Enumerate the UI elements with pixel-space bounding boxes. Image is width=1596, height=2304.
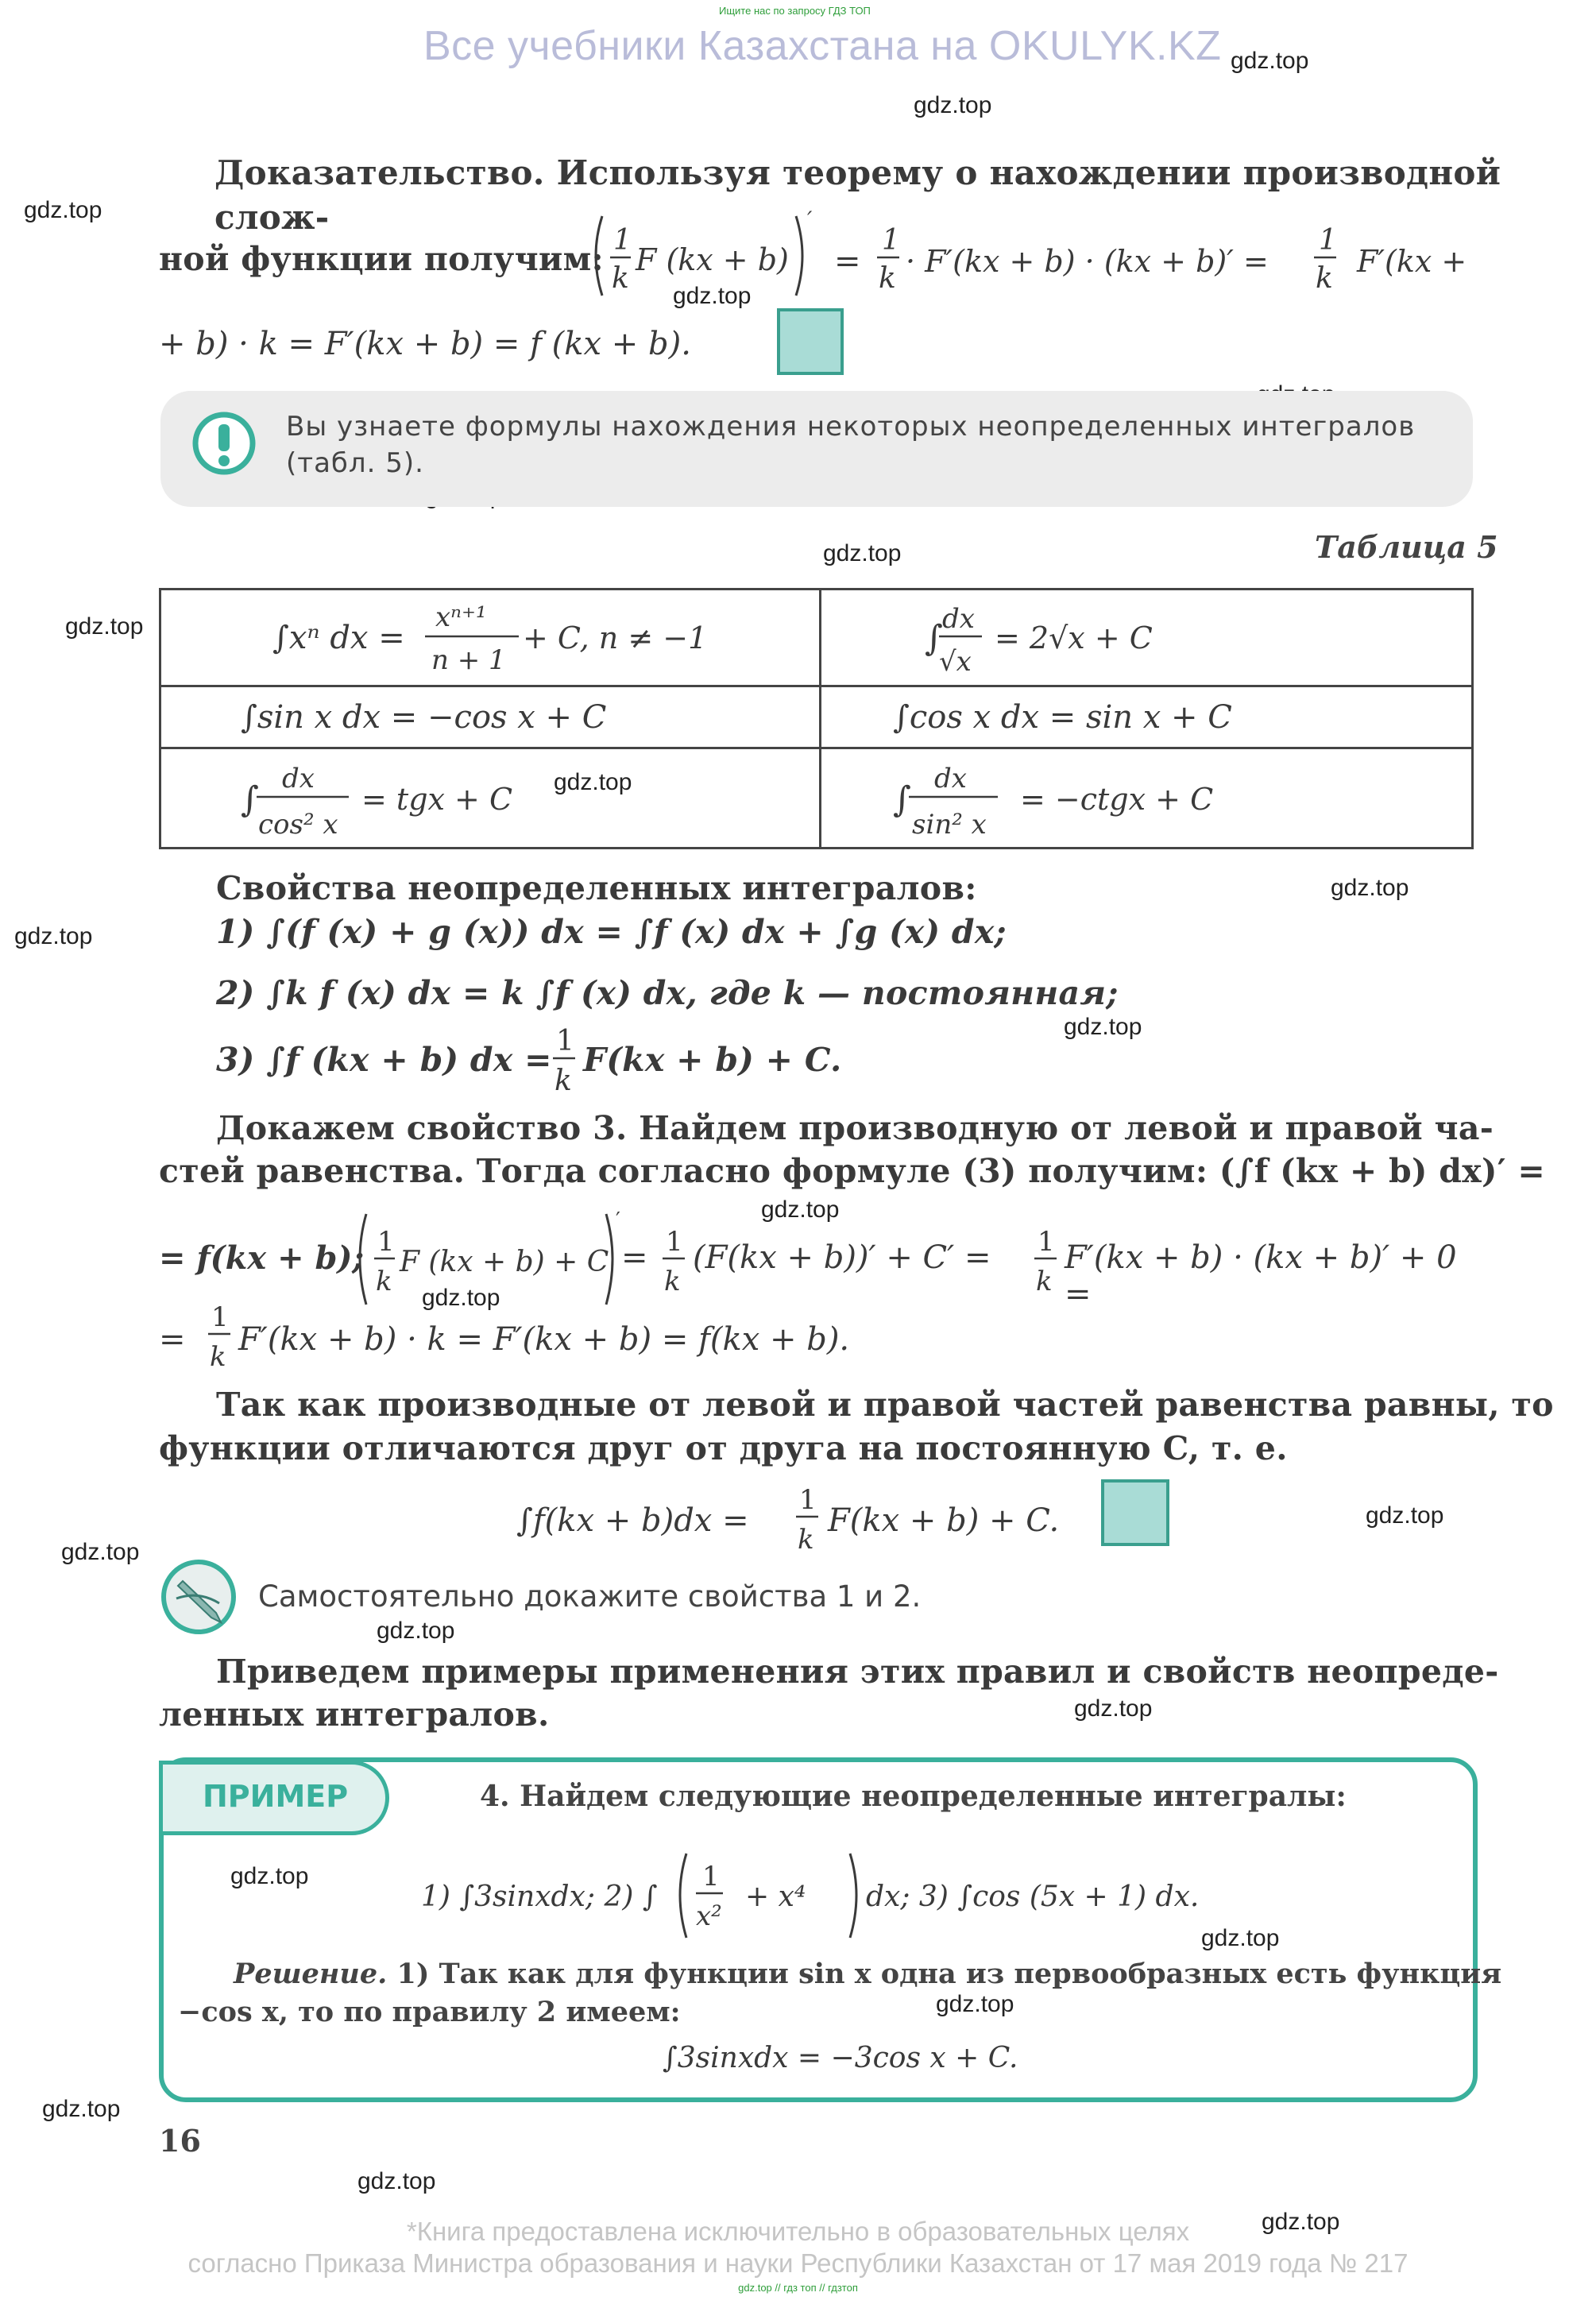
- watermark: gdz.top: [42, 2096, 121, 2122]
- proof3-line-6: функции отличаются друг от друга на постоянную C, т. е.: [159, 1429, 1288, 1467]
- equals-sign: =: [159, 1321, 186, 1358]
- final-formula-fraction: [793, 1474, 825, 1561]
- svg-text:1: 1: [799, 1484, 817, 1516]
- proof3-line-2: стей равенства. Тогда согласно формуле (3) получим: (∫f (kx + b) dx)′ =: [159, 1152, 1546, 1190]
- watermark: gdz.top: [1231, 48, 1309, 74]
- solution-line-1: [234, 1958, 1501, 1990]
- pencil-icon: [159, 1557, 238, 1637]
- svg-text:n + 1: n + 1: [431, 644, 506, 676]
- examples-intro-line-2: ленных интегралов.: [159, 1695, 550, 1734]
- proof3-line-4: [159, 1291, 1112, 1378]
- table-cell: [160, 590, 821, 686]
- watermark: gdz.top: [1074, 1695, 1153, 1722]
- svg-text:k: k: [1036, 1266, 1053, 1297]
- table-cell: [160, 748, 821, 849]
- watermark: gdz.top: [1331, 875, 1409, 901]
- watermark: gdz.top: [14, 923, 93, 949]
- svg-text:k: k: [612, 262, 629, 295]
- solution-text-1: 1) Так как для функции sin x одна из первообразных есть функция: [396, 1958, 1502, 1990]
- table-cell: [821, 686, 1473, 748]
- svg-text:′: ′: [616, 1208, 620, 1232]
- note-text-line-1: Вы узнаете формулы нахождения некоторых неопределенных интегралов: [286, 411, 1416, 443]
- watermark: gdz.top: [673, 283, 752, 309]
- svg-text:1: 1: [1038, 1226, 1055, 1258]
- proof3-line-3-b: =: [621, 1239, 648, 1276]
- svg-text:∫: ∫: [893, 779, 911, 820]
- proof3-line-1: Докажем свойство 3. Найдем производную от левой и правой ча-: [216, 1109, 1494, 1147]
- svg-text:k: k: [210, 1341, 226, 1373]
- svg-text:1: 1: [882, 224, 900, 257]
- svg-text:k: k: [1316, 262, 1333, 295]
- svg-text:· F′(kx + b) · (kx + b)′ =: · F′(kx + b) · (kx + b)′ =: [906, 244, 1269, 279]
- watermark: gdz.top: [24, 197, 102, 223]
- proof-derivative-formula: [588, 208, 1486, 303]
- watermark: gdz.top: [1201, 1925, 1280, 1951]
- example-tasks-b: + x⁴: [745, 1881, 806, 1913]
- svg-text:x²: x²: [696, 1900, 722, 1932]
- svg-text:F (kx + b): F (kx + b): [636, 242, 789, 277]
- svg-text:k: k: [376, 1266, 392, 1297]
- svg-text:k: k: [879, 262, 896, 295]
- watermark: gdz.top: [357, 2168, 436, 2194]
- table-cell: [821, 590, 1473, 686]
- svg-text:k: k: [555, 1065, 572, 1097]
- proof3-line-3-d: F′(kx + b) · (kx + b)′ + 0 =: [1065, 1239, 1457, 1312]
- watermark: gdz.top: [61, 1539, 140, 1565]
- footer-line-2: согласно Приказа Министра образования и науки Республики Казахстан от 17 мая 2019 года № 217: [187, 2248, 1409, 2278]
- final-formula-b: F(kx + b) + C.: [828, 1502, 1060, 1539]
- footer-line-1: *Книга предоставлена исключительно в образовательных целях: [406, 2217, 1190, 2246]
- table-cell: [821, 748, 1473, 849]
- footer-small: gdz.top // гдз топ // гдзтоп: [738, 2282, 858, 2294]
- svg-text:dx: dx: [942, 602, 975, 635]
- examples-intro-line-1: Приведем примеры применения этих правил и свойств неопреде-: [216, 1653, 1499, 1691]
- proof-formula-graphic: [588, 208, 1486, 303]
- property-3: [216, 1017, 931, 1104]
- svg-text:∫xⁿ dx =: ∫xⁿ dx =: [272, 619, 405, 656]
- formula-power-rule: [193, 593, 708, 680]
- proof3-line-3-c: (F(kx + b))′ + C′ =: [693, 1239, 991, 1276]
- svg-text:cos² x: cos² x: [258, 808, 338, 841]
- property-3-start: 3) ∫f (kx + b) dx =: [216, 1041, 552, 1079]
- watermark: gdz.top: [230, 1863, 309, 1889]
- property-3-tail: F(kx + b) + C.: [583, 1041, 842, 1079]
- svg-text:dx: dx: [282, 762, 315, 794]
- example-badge-label: ПРИМЕР: [203, 1779, 349, 1814]
- exclamation-icon: [191, 410, 257, 477]
- solution-label: Решение.: [234, 1958, 388, 1990]
- final-formula-a: ∫f(kx + b)dx =: [516, 1502, 749, 1539]
- watermark: gdz.top: [761, 1196, 840, 1223]
- svg-text:dx: dx: [934, 762, 967, 794]
- formula-cos: ∫cos x dx = sin x + C: [893, 698, 1232, 736]
- formula-sqrt: [853, 593, 1330, 680]
- proof3-line-3-a: = f(kx + b);: [159, 1239, 365, 1277]
- proof3-line-4-text: F′(kx + b) · k = F′(kx + b) = f(kx + b).: [238, 1321, 850, 1358]
- svg-text:k: k: [664, 1266, 681, 1297]
- example-title: 4. Найдем следующие неопределенные интегралы:: [480, 1780, 1347, 1813]
- watermark: gdz.top: [554, 769, 632, 795]
- svg-text:√x: √x: [939, 645, 972, 678]
- site-banner[interactable]: Все учебники Казахстана на OKULYK.KZ: [423, 23, 1222, 69]
- svg-text:1: 1: [666, 1226, 683, 1258]
- proof3-final-formula: [516, 1474, 1192, 1561]
- solution-line-2: −cos x, то по правилу 2 имеем:: [178, 1996, 681, 2028]
- info-note: [160, 391, 1473, 507]
- svg-text:=: =: [834, 243, 861, 280]
- svg-text:+ C, n ≠ −1: + C, n ≠ −1: [523, 620, 708, 655]
- svg-text:∫: ∫: [925, 617, 943, 659]
- note-text-line-2: (табл. 5).: [286, 447, 424, 479]
- svg-text:1: 1: [613, 224, 632, 257]
- watermark: gdz.top: [377, 1618, 455, 1644]
- proof-line-1: Доказательство. Используя теорему о нахождении производной слож-: [214, 153, 1501, 237]
- example-tasks: [421, 1847, 1295, 1943]
- watermark: gdz.top: [1366, 1502, 1444, 1529]
- svg-text:1: 1: [702, 1861, 720, 1892]
- proof3-fraction-3: [205, 1291, 237, 1378]
- svg-text:F (kx + b) + C: F (kx + b) + C: [400, 1246, 609, 1278]
- watermark: gdz.top: [936, 1991, 1014, 2017]
- watermark: gdz.top: [65, 613, 144, 640]
- properties-heading: Свойства неопределенных интегралов:: [216, 869, 977, 907]
- property-2: 2) ∫k f (x) dx = k ∫f (x) dx, где k — постоянная;: [216, 974, 1119, 1012]
- svg-text:1: 1: [377, 1226, 395, 1258]
- table-caption: Таблица 5: [1315, 529, 1498, 565]
- end-of-proof-square: [777, 308, 844, 375]
- svg-text:= −ctgx + C: = −ctgx + C: [1020, 781, 1214, 817]
- svg-text:k: k: [798, 1524, 814, 1556]
- svg-text:1: 1: [1319, 224, 1337, 257]
- watermark: gdz.top: [422, 1285, 500, 1311]
- solution-formula: ∫3sinxdx = −3cos x + C.: [663, 2042, 1018, 2074]
- watermark: gdz.top: [914, 92, 992, 118]
- svg-text:F′(kx +: F′(kx +: [1357, 244, 1467, 279]
- watermark: gdz.top: [1262, 2209, 1340, 2235]
- integral-table: [159, 588, 1474, 849]
- svg-text:= tgx + C: = tgx + C: [361, 781, 513, 817]
- property-3-fraction: [550, 1017, 582, 1104]
- proof-line-3: + b) · k = F′(kx + b) = f (kx + b).: [159, 326, 691, 362]
- example-tasks-a: 1) ∫3sinxdx; 2) ∫: [421, 1881, 658, 1913]
- watermark: gdz.top: [1064, 1014, 1142, 1040]
- svg-text:1: 1: [211, 1301, 229, 1333]
- example-badge: [159, 1761, 389, 1835]
- formula-ctg: [853, 751, 1330, 843]
- formula-tg: [193, 751, 670, 843]
- property-1: 1) ∫(f (x) + g (x)) dx = ∫f (x) dx + ∫g (x) dx;: [216, 913, 1007, 951]
- svg-text:xⁿ⁺¹: xⁿ⁺¹: [435, 601, 487, 633]
- svg-text:∫: ∫: [241, 779, 259, 820]
- top-search-hint: Ищите нас по запросу ГДЗ ТОП: [719, 5, 871, 17]
- end-of-proof-square: [1101, 1479, 1169, 1546]
- proof3-line-5: Так как производные от левой и правой частей равенства равны, то: [216, 1386, 1554, 1424]
- svg-text:= 2√x + C: = 2√x + C: [995, 620, 1153, 655]
- proof-line-2-prefix: ной функции получим:: [159, 240, 604, 278]
- watermark: gdz.top: [823, 540, 902, 566]
- formula-sin: ∫sin x dx = −cos x + C: [241, 698, 607, 736]
- example-tasks-c: dx; 3) ∫cos (5x + 1) dx.: [866, 1881, 1200, 1913]
- svg-text:′: ′: [807, 207, 813, 233]
- page-number: 16: [159, 2123, 201, 2159]
- svg-text:sin² x: sin² x: [912, 808, 987, 841]
- svg-text:1: 1: [556, 1025, 574, 1057]
- self-task-text: Самостоятельно докажите свойства 1 и 2.: [258, 1579, 922, 1614]
- table-cell: [160, 686, 821, 748]
